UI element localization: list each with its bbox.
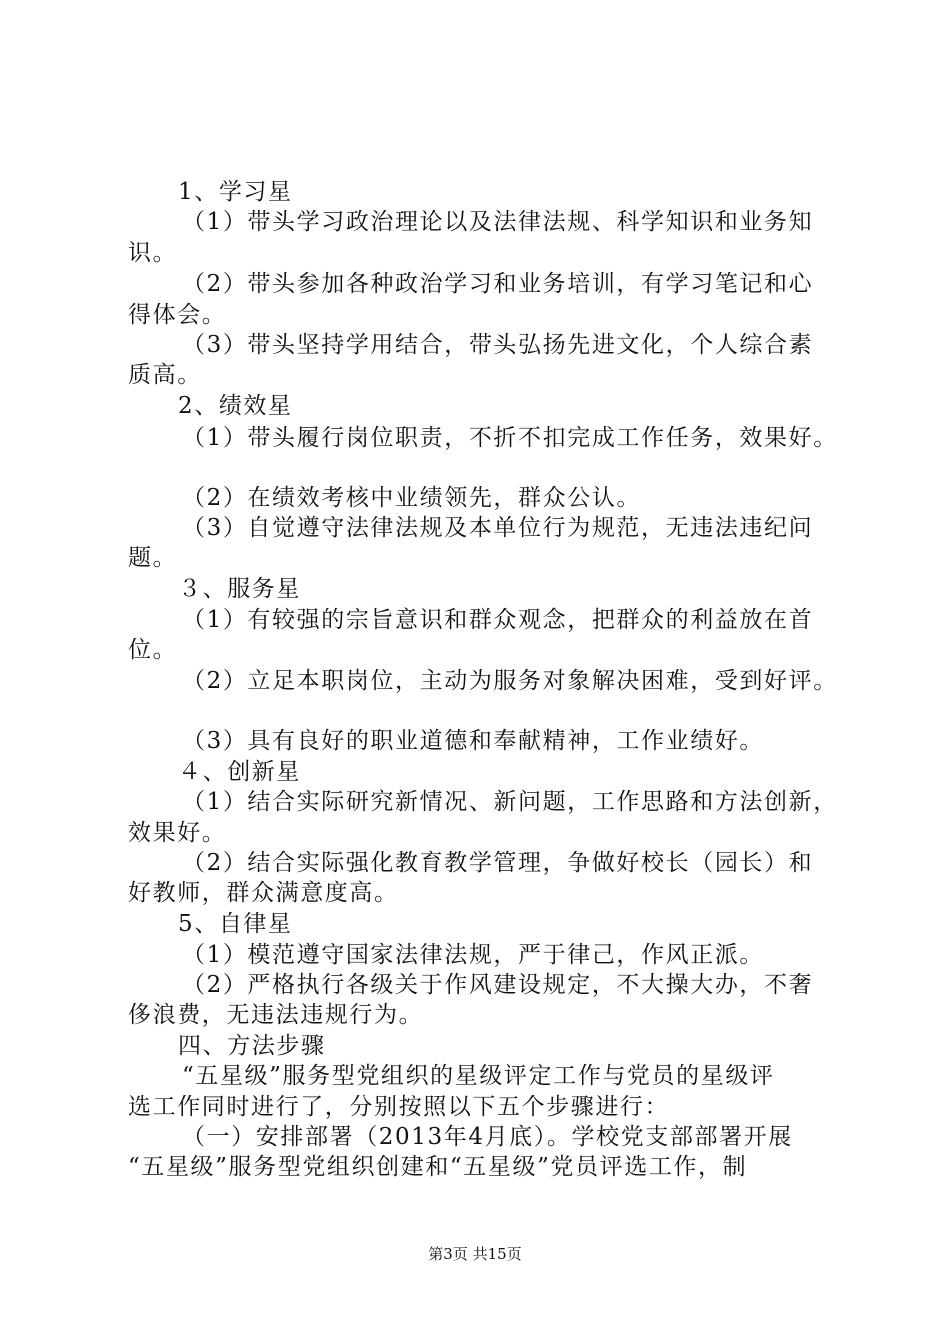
paragraph-line: （2）带头参加各种政治学习和业务培训，有学习笔记和心 [182, 271, 814, 297]
paragraph-line: （3）带头坚持学用结合，带头弘扬先进文化，个人综合素 [182, 332, 814, 358]
paragraph-line: “五星级”服务型党组织的星级评定工作与党员的星级评 [182, 1063, 775, 1089]
paragraph-line: 效果好。 [128, 820, 227, 846]
paragraph-line: 识。 [128, 240, 178, 266]
paragraph-line: （3）具有良好的职业道德和奉献精神，工作业绩好。 [182, 728, 765, 754]
heading-performance-star: 2、绩效星 [178, 393, 293, 419]
paragraph-line: （2）结合实际强化教育教学管理，争做好校长（园长）和 [182, 850, 814, 876]
page-number-footer: 第3页 共15页 [428, 1245, 522, 1263]
paragraph-line: 题。 [128, 545, 178, 571]
heading-method-steps: 四、方法步骤 [178, 1033, 326, 1059]
paragraph-line: 质高。 [128, 362, 202, 388]
paragraph-line: （1）有较强的宗旨意识和群众观念，把群众的利益放在首 [182, 607, 814, 633]
paragraph-line: （一）安排部署（2013年4月底）。学校党支部部署开展 [182, 1124, 793, 1150]
paragraph-line: （1）带头学习政治理论以及法律法规、科学知识和业务知 [182, 209, 814, 235]
paragraph-line: 位。 [128, 637, 178, 663]
paragraph-line: 好教师，群众满意度高。 [128, 880, 399, 906]
heading-service-star: ３、服务星 [178, 576, 301, 602]
paragraph-line: 选工作同时进行了，分别按照以下五个步骤进行： [128, 1094, 670, 1120]
paragraph-line: （3）自觉遵守法律法规及本单位行为规范，无违法违纪问 [182, 515, 814, 541]
heading-innovation-star: ４、创新星 [178, 759, 301, 785]
paragraph-line: “五星级”服务型党组织创建和“五星级”党员评选工作，制 [128, 1154, 748, 1180]
heading-study-star: 1、学习星 [178, 179, 293, 205]
paragraph-line: （2）立足本职岗位，主动为服务对象解决困难，受到好评。 [182, 668, 838, 694]
paragraph-line: （1）带头履行岗位职责，不折不扣完成工作任务，效果好。 [182, 425, 838, 451]
heading-discipline-star: 5、自律星 [178, 911, 293, 937]
paragraph-line: （1）结合实际研究新情况、新问题，工作思路和方法创新， [182, 789, 838, 815]
paragraph-line: （1）模范遵守国家法律法规，严于律己，作风正派。 [182, 942, 765, 968]
paragraph-line: （2）严格执行各级关于作风建设规定，不大操大办，不奢 [182, 972, 814, 998]
paragraph-line: （2）在绩效考核中业绩领先，群众公认。 [182, 485, 642, 511]
paragraph-line: 得体会。 [128, 302, 227, 328]
paragraph-line: 侈浪费，无违法违规行为。 [128, 1002, 424, 1028]
